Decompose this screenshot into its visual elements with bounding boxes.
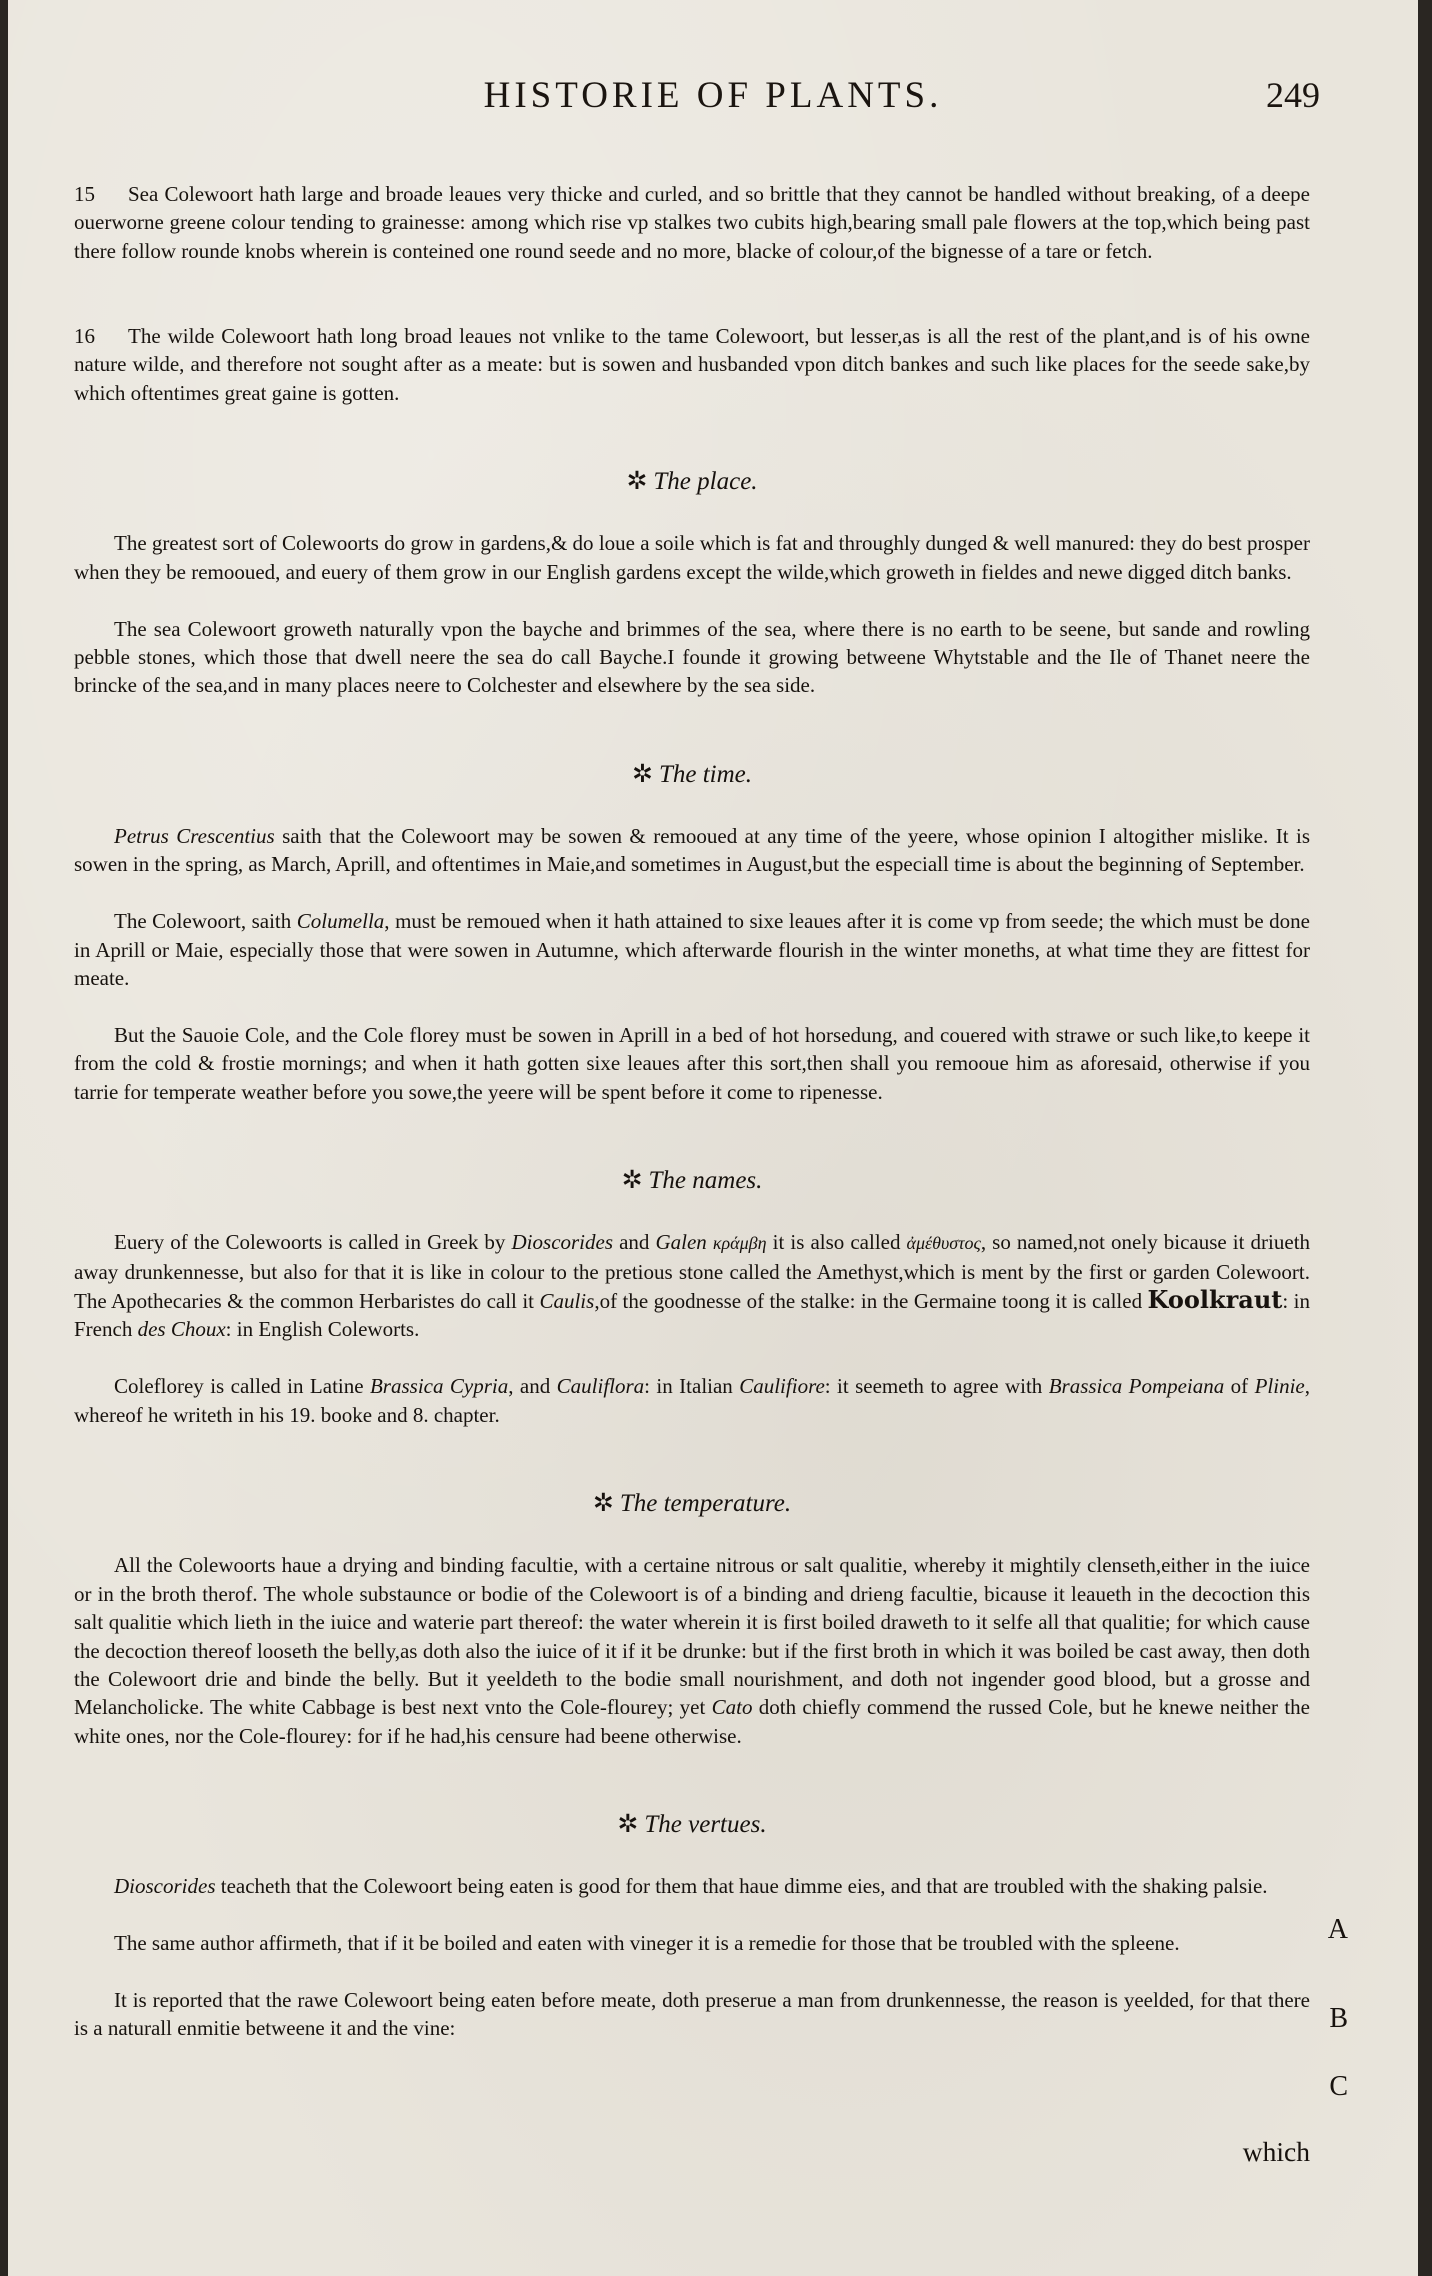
asterism-icon: ✲	[626, 467, 648, 495]
latin-term: Brassica Pompeiana	[1048, 1374, 1225, 1399]
author-name: Cato	[711, 1695, 753, 1720]
margin-letter-c: C	[1329, 2071, 1348, 2102]
entry-number: 15	[74, 181, 95, 206]
paragraph: Dioscorides teacheth that the Colewoort being eaten is good for them that haue dimme eies, and that are troubled with the shaking palsie.	[114, 1874, 1268, 1899]
entry-number: 16	[74, 323, 95, 348]
author-name: Galen	[655, 1230, 707, 1255]
margin-letter-a: A	[1327, 1914, 1348, 1945]
entry-15	[74, 180, 1310, 265]
latin-term: Brassica Cypria	[369, 1374, 509, 1399]
entry-text: The wilde Colewoort hath long broad leaues not vnlike to the tame Colewoort, but lesser,as is all the rest of the plant,and is of his owne nature wilde, and therefore not sought after as a meate: but is sowen and husbanded vpon ditch bankes and such like places for the seede sake,by which oftentimes great gaine is gotten.	[74, 323, 1310, 405]
section-heading-names: ✲ The names.	[621, 1166, 763, 1194]
page-number: 249	[1266, 75, 1320, 115]
body-text	[74, 123, 1310, 2071]
author-name: Petrus Crescentius	[114, 823, 275, 848]
paragraph: The same author affirmeth, that if it be boiled and eaten with vineger it is a remedie for those that be troubled with the spleene.	[114, 1931, 1180, 1956]
greek-word: κράμβη	[712, 1233, 767, 1254]
latin-term: Caulis	[539, 1289, 595, 1314]
section-heading-vertues: ✲ The vertues.	[617, 1810, 767, 1838]
italian-term: Caulifiore	[739, 1374, 825, 1399]
page-header	[8, 74, 1418, 124]
french-term: des Choux	[137, 1317, 226, 1342]
margin-letter-b: B	[1329, 2003, 1348, 2034]
paragraph: The Colewoort, saith Columella, must be remoued when it hath attained to sixe leaues after it is come vp from seede; the which must be done in Aprill or Maie, especially those that were sowen in Autumne, which afterwarde flourish in the winter moneths, at what time they are fittest for meate.	[74, 909, 1310, 990]
paragraph: The greatest sort of Colewoorts do grow in gardens,& do loue a soile which is fat and throughly dunged & well manured: they do best prosper when they be remooued, and euery of them grow in our English gardens except the wilde,which groweth in fieldes and newe digged ditch banks.	[74, 531, 1310, 584]
greek-word: ἀμέθυστος	[906, 1233, 981, 1254]
paragraph: Euery of the Colewoorts is called in Greek by Dioscorides and Galen κράμβη it is also called ἀμέθυστος, so named,not onely bicause it driueth away drunkennesse, but also for that it is like in colour to the pretious stone called the Amethyst,which is ment by the first or garden Colewoort. The Apothecaries & the common Herbaristes do call it Caulis,of the goodnesse of the stalke: in the Germaine toong it is called Koolkraut: in French des Choux: in English Coleworts.	[74, 1230, 1311, 1342]
paragraph: Petrus Crescentius saith that the Colewoort may be sowen & remooued at any time of the yeere, whose opinion I altogither mislike. It is sowen in the spring, as March, Aprill, and oftentimes in Maie,and sometimes in August,but the especiall time is about the beginning of September.	[74, 823, 1310, 877]
author-name: Dioscorides	[114, 1874, 216, 1899]
catchword: which	[1242, 2136, 1310, 2167]
author-name: Columella	[296, 909, 385, 934]
paragraph: All the Colewoorts haue a drying and binding facultie, with a certaine nitrous or salt qualitie, whereby it mightily clenseth,either in the iuice or in the broth therof. The whole substaunce or bodie of the Colewoort is of a binding and drieng facultie, bicause it leaueth in the decoction this salt qualitie which lieth in the iuice and waterie part thereof: the water wherein it is first boiled draweth to it selfe all that qualitie; for which cause the decoction thereof looseth the belly,as doth also the iuice of it if it be drunke: but if the first broth in which it was boiled be cast away, then doth the Colewoort drie and binde the belly. But it yeeldeth to the bodie small nourishment, and doth not ingender good blood, but a grosse and Melancholicke. The white Cabbage is best next vnto the Cole-flourey; yet Cato doth chiefly commend the russed Cole, but he knewe neither the white ones, nor the Cole-flourey: for if he had,his censure had beene otherwise.	[74, 1553, 1310, 1748]
paragraph: But the Sauoie Cole, and the Cole florey must be sowen in Aprill in a bed of hot horsedung, and couered with strawe or such like,to keepe it from the cold & frostie mornings; and when it hath gotten sixe leaues after this sort,then shall you remooue him as aforesaid, otherwise if you tarrie for temperate weather before you sowe,the yeere will be spent before it come to ripenesse.	[74, 1022, 1310, 1104]
asterism-icon: ✲	[592, 1489, 614, 1517]
asterism-icon: ✲	[632, 760, 653, 788]
book-page	[8, 0, 1418, 2276]
section-heading-temperature: ✲ The temperature.	[592, 1489, 792, 1517]
paragraph: It is reported that the rawe Colewoort being eaten before meate, doth preserue a man from drunkennesse, the reason is yeelded, for that there is a naturall enmitie betweene it and the vine:	[74, 1987, 1310, 2041]
paragraph: Coleflorey is called in Latine Brassica Cypria, and Cauliflora: in Italian Caulifiore: it seemeth to agree with Brassica Pompeiana of Plinie, whereof he writeth in his 19. booke and 8. chapter.	[74, 1374, 1310, 1427]
section-heading-place: ✲ The place.	[626, 467, 758, 495]
running-title: HISTORIE OF PLANTS.	[483, 75, 943, 116]
latin-term: Cauliflora	[556, 1374, 645, 1399]
author-name: Dioscorides	[511, 1230, 614, 1255]
entry-text: Sea Colewoort hath large and broade leaues very thicke and curled, and so brittle that they cannot be handled without breaking, of a deepe ouerworne greene colour tending to grainesse: among which rise vp stalkes two cubits high,bearing small pale flowers at the top,which being past there follow rounde knobs wherein is conteined one round seede and no more, blacke of colour,of the bignesse of a tare or fetch.	[74, 181, 1310, 263]
asterism-icon: ✲	[617, 1810, 639, 1838]
entry-16	[74, 322, 1310, 407]
section-heading-time: ✲ The time.	[632, 760, 752, 788]
paragraph: The sea Colewoort groweth naturally vpon the bayche and brimmes of the sea, where there is no earth to be seene, but sande and rowling pebble stones, which those that dwell neere the sea do call Bayche.I founde it growing betweene Whytstable and the Ile of Thanet neere the brincke of the sea,and in many places neere to Colchester and elsewhere by the sea side.	[74, 616, 1310, 698]
german-term: Koolkraut	[1147, 1285, 1283, 1315]
asterism-icon: ✲	[621, 1166, 643, 1194]
author-name: Plinie	[1254, 1374, 1305, 1399]
